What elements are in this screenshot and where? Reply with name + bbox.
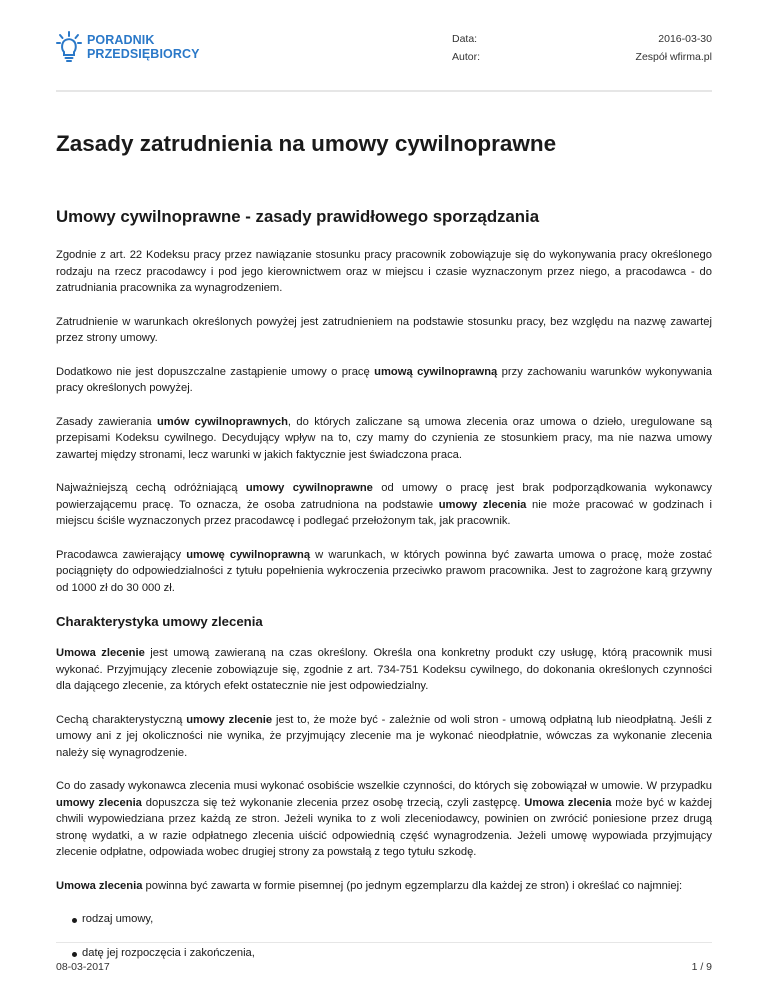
bullet-list [56, 911, 712, 961]
bold-term: Umowa zlecenia [524, 796, 612, 809]
date-value: 2016-03-30 [658, 33, 712, 45]
bold-term: umowy zlecenie [186, 713, 273, 726]
author-label: Autor: [452, 51, 481, 63]
paragraph: Dodatkowo nie jest dopuszczalne zastąpienie umowy o pracę umową cywilnoprawną przy zachowaniu warunków wykonywania pracy określonych powyżej. [56, 365, 712, 394]
page-number: 1 / 9 [691, 961, 712, 973]
paragraph: Zatrudnienie w warunkach określonych powyżej jest zatrudnieniem na podstawie stosunku pracy, bez względu na nazwę zawartej przez strony umowy. [56, 315, 712, 344]
bold-term: Umowa zlecenie [56, 647, 145, 659]
paragraph: Co do zasady wykonawca zlecenia musi wykonać osobiście wszelkie czynności, do których się zobowiązał w umowie. W przypadku umowy zlecenia dopuszcza się też wykonanie zlecenia przez osobę trzecią, czyli zastępcę. Umowa zlecenia może być w każdej chwili wypowiedziana przez każdą ze stron. Jeżeli wynika to z woli zleceniodawcy, powinien on zwrócić poniesione przez drugą stronę wydatki, a w razie odpłatnego zlecenia uiścić odpowiednią część wynagrodzenia. Jeżeli umowę wypowiada przyjmujący zlecenie odpłatne, odpowiada wobec drugiej strony za powstałą z tego tytułu szkodę. [56, 780, 712, 858]
paragraph: Cechą charakterystyczną umowy zlecenie jest to, że może być - zależnie od woli stron - umową odpłatną lub nieodpłatną. Jeśli z umowy ani z jej okoliczności nie wynika, że przyjmujący zlecenie ma je wykonać nieodpłatnie, wówczas za wykonanie zlecenia należy się wynagrodzenie. [56, 713, 712, 759]
brand-logo[interactable] [56, 30, 200, 64]
bold-term: umowy zlecenia [438, 498, 527, 511]
page-header [0, 0, 768, 92]
paragraph: Umowa zlecenie jest umową zawieraną na czas określony. Określa ona konkretny produkt czy usługę, którą pracownik musi wykonać. Przyjmujący zlecenie zobowiązuje się, zgodnie z art. 734-751 Kodeksu cywilnego, do dokonania określonych czynności dla dającego zlecenie, za których efekt ostatecznie nie jest odpowiedzialny. [56, 647, 712, 692]
list-item: rodzaj umowy, [56, 911, 712, 928]
brand-name [87, 33, 200, 61]
paragraph: Umowa zlecenia powinna być zawarta w formie pisemnej (po jednym egzemplarzu dla każdej ze stron) i określać co najmniej: [56, 879, 683, 892]
list-item: datę jej rozpoczęcia i zakończenia, [56, 945, 712, 962]
lightbulb-icon [56, 30, 82, 64]
section-heading: Umowy cywilnoprawne - zasady prawidłowego sporządzania [56, 207, 540, 226]
bold-term: umową cywilnoprawną [374, 365, 498, 378]
paragraph: Najważniejszą cechą odróżniającą umowy cywilnoprawne od umowy o pracę jest brak podporządkowania wykonawcy powierzającemu pracę. To oznacza, że osoba zatrudniona na podstawie umowy zlecenia nie może pracować w godzinach i miejscu ściśle wyznaczonych przez pracodawcę i podlegać przełożonym tak, jak pracownik. [56, 482, 712, 527]
meta-labels [452, 30, 480, 66]
header-divider [56, 90, 712, 92]
brand-name-line1: PORADNIK [87, 33, 155, 47]
brand-name-line2: PRZEDSIĘBIORCY [87, 47, 200, 61]
footer-date: 08-03-2017 [56, 961, 110, 973]
bold-term: umów cywilnoprawnych [156, 415, 288, 428]
date-label: Data: [452, 33, 478, 45]
bold-term: Umowa zlecenia [56, 879, 143, 892]
author-value: Zespół wfirma.pl [635, 51, 712, 63]
paragraph: Zgodnie z art. 22 Kodeksu pracy przez nawiązanie stosunku pracy pracownik zobowiązuje się do wykonywania pracy określonego rodzaju na rzecz pracodawcy i pod jego kierownictwem oraz w miejscu i czasie wyznaczonym przez niego, a pracodawca - do zatrudniania pracownika za wynagrodzeniem. [56, 249, 712, 294]
article-body [56, 128, 712, 978]
footer-divider [56, 942, 712, 943]
meta-values [636, 30, 712, 66]
bold-term: umowę cywilnoprawną [186, 548, 311, 561]
page-title: Zasady zatrudnienia na umowy cywilnoprawne [56, 131, 557, 156]
paragraph: Zasady zawierania umów cywilnoprawnych, do których zaliczane są umowa zlecenia oraz umowa o dzieło, uregulowane są przepisami Kodeksu cywilnego. Decydujący wpływ na to, czy mamy do czynienia ze stosunkiem pracy, ma nie nazwa umowy zawartej między stronami, lecz warunki w jakich faktycznie jest świadczona praca. [56, 415, 713, 461]
paragraph: Pracodawca zawierający umowę cywilnoprawną w warunkach, w których powinna być zawarta umowa o pracę, może zostać pociągnięty do odpowiedzialności z tytułu popełnienia wykroczenia przeciwko prawom pracownika. Jest to zagrożone karą grzywny od 1000 zł do 30 000 zł. [56, 548, 712, 594]
bold-term: umowy zlecenia [56, 796, 142, 809]
bold-term: umowy cywilnoprawne [245, 482, 373, 494]
subsection-heading: Charakterystyka umowy zlecenia [56, 614, 263, 629]
